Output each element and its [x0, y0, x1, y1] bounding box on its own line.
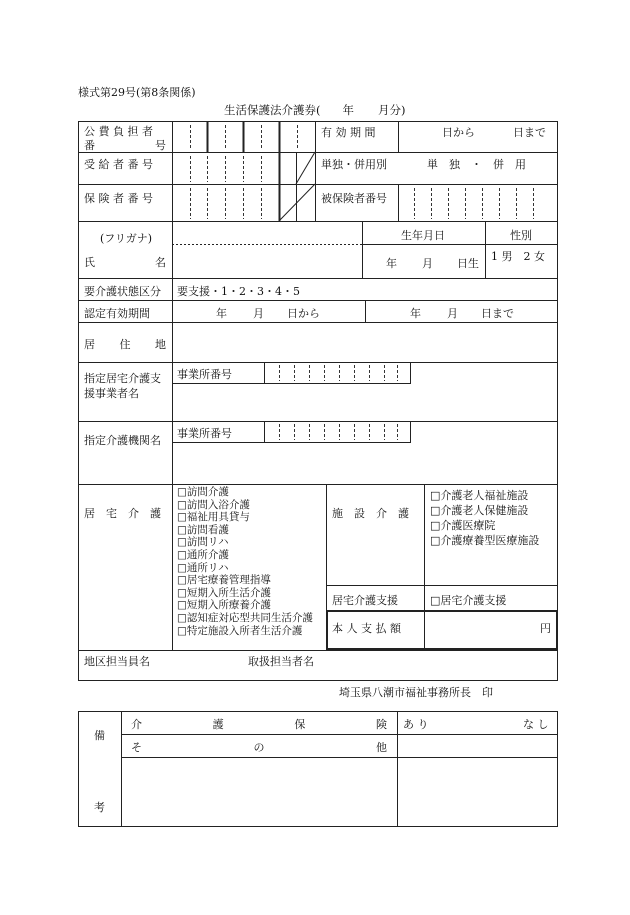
service-checkbox-label: 介護療養型医療施設	[440, 534, 540, 547]
form-number: 様式第29号(第8条関係)	[78, 86, 196, 99]
service-checkbox-label: 短期入所療養介護	[186, 599, 271, 612]
office-number-label-2: 事業所番号	[177, 427, 232, 440]
home-support-label: 居宅介護支援	[332, 594, 398, 607]
payer-number-label-1: 公 費 負 担 者	[84, 125, 153, 138]
service-checkbox[interactable]	[177, 574, 313, 587]
service-checkbox-label: 訪問入浴介護	[186, 498, 250, 511]
validity-to: 日まで	[513, 126, 546, 139]
service-checkbox-label: 介護老人保健施設	[440, 504, 529, 517]
care-level-label: 要介護状態区分	[84, 285, 161, 298]
service-checkbox-label: 介護老人福祉施設	[440, 489, 529, 502]
service-checkbox[interactable]	[177, 499, 313, 512]
yen-unit: 円	[540, 622, 551, 635]
cert-from-month: 月	[253, 307, 264, 320]
service-checkbox-label: 通所リハ	[186, 561, 229, 574]
service-checkbox-label: 認知症対応型共同生活介護	[186, 611, 313, 624]
service-checkbox[interactable]	[177, 486, 313, 499]
care-agency-label: 指定介護機関名	[84, 434, 161, 447]
address-label: 居 住 地	[84, 338, 166, 351]
dob-year: 年	[386, 257, 397, 270]
form-title: 生活保護法介護券( 年 月分)	[224, 103, 406, 117]
service-checkbox[interactable]	[177, 599, 313, 612]
service-checkbox[interactable]	[177, 587, 313, 600]
facility-care-label: 施 設 介 護	[332, 507, 409, 520]
dob-day: 日生	[457, 257, 479, 270]
facility-care-items	[430, 488, 539, 548]
care-insurance-label: 介 護 保 険	[131, 718, 387, 731]
service-checkbox[interactable]	[177, 524, 313, 537]
office-number-label-1: 事業所番号	[177, 368, 232, 381]
office-director-sign: 埼玉県八潮市福祉事務所長 印	[339, 686, 493, 699]
service-checkbox[interactable]	[177, 549, 313, 562]
service-checkbox-label: 通所介護	[186, 548, 229, 561]
service-checkbox-label: 訪問介護	[186, 486, 229, 498]
service-checkbox-label: 特定施設入所者生活介護	[186, 624, 303, 637]
service-checkbox[interactable]	[430, 503, 539, 518]
cert-to-day: 日まで	[481, 307, 514, 320]
service-checkbox[interactable]	[177, 562, 313, 575]
validity-from: 日から	[442, 126, 475, 139]
insurance-no[interactable]: な し	[523, 718, 549, 731]
service-checkbox[interactable]	[177, 612, 313, 625]
cert-to-year: 年	[410, 307, 421, 320]
other-label: そ の 他	[131, 741, 387, 754]
single-combined-value[interactable]: 単 独 ・ 併 用	[427, 158, 526, 171]
service-checkbox[interactable]	[177, 536, 313, 549]
cert-from-year: 年	[216, 307, 227, 320]
handler-label: 取扱担当者名	[248, 655, 314, 668]
home-care-label: 居 宅 介 護	[84, 507, 161, 520]
home-support-checkbox[interactable]: □ 居宅介護支援	[430, 592, 506, 608]
service-checkbox[interactable]	[177, 625, 313, 638]
cert-period-label: 認定有効期間	[84, 307, 150, 320]
support-provider-label-2: 援事業者名	[84, 387, 139, 400]
cert-to-month: 月	[447, 307, 458, 320]
district-officer-label: 地区担当員名	[84, 655, 150, 668]
insured-number-label: 被保険者番号	[321, 192, 387, 205]
service-checkbox[interactable]	[430, 518, 539, 533]
service-checkbox-label: 訪問リハ	[186, 536, 229, 549]
self-pay-label: 本 人 支 払 額	[332, 622, 401, 635]
service-checkbox[interactable]	[430, 533, 539, 548]
care-level-value[interactable]: 要支援・1・2・3・4・5	[177, 285, 300, 298]
dob-month: 月	[422, 257, 433, 270]
remarks-label-bottom: 考	[94, 801, 105, 814]
recipient-number-label: 受 給 者 番 号	[84, 158, 153, 171]
sex-value[interactable]: 1 男 2 女	[491, 250, 545, 263]
insurance-yes[interactable]: あ り	[403, 718, 429, 731]
service-checkbox-label: 居宅療養管理指導	[186, 574, 271, 587]
payer-number-label-2: 番 号	[84, 139, 166, 152]
service-checkbox-label: 訪問看護	[186, 523, 229, 536]
single-combined-label: 単独・併用別	[321, 158, 387, 171]
validity-label: 有 効 期 間	[321, 126, 376, 139]
service-checkbox-label: 介護医療院	[440, 519, 496, 532]
sex-label: 性別	[510, 229, 532, 242]
dob-label: 生年月日	[401, 229, 445, 242]
home-care-items	[177, 486, 313, 637]
service-checkbox-label: 短期入所生活介護	[186, 586, 271, 599]
cert-from-day: 日から	[287, 307, 320, 320]
furigana-label: (フリガナ)	[100, 232, 153, 245]
remarks-label-top: 備	[94, 729, 105, 742]
service-checkbox-label: 福祉用具貸与	[186, 511, 250, 524]
insurer-number-label: 保 険 者 番 号	[84, 192, 153, 205]
service-checkbox[interactable]	[430, 488, 539, 503]
support-provider-label-1: 指定居宅介護支	[84, 372, 161, 385]
service-checkbox[interactable]	[177, 511, 313, 524]
name-label: 氏 名	[84, 256, 166, 269]
